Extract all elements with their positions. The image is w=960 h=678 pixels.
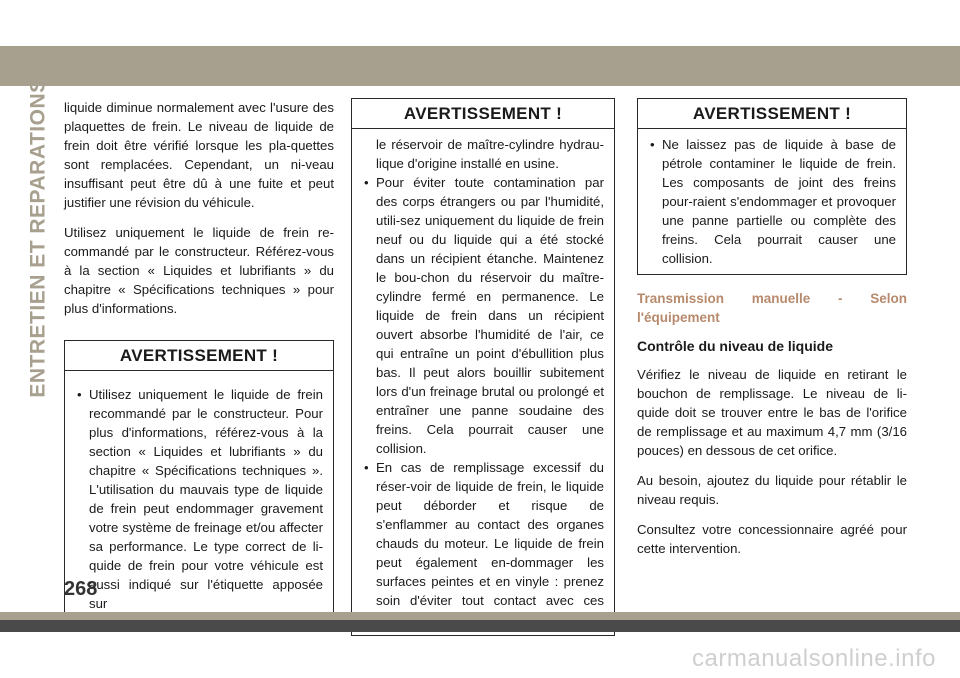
warning-box: [637, 98, 907, 275]
column-1: [64, 98, 334, 620]
warning-body: [638, 129, 906, 274]
paragraph-check-level: Vérifiez le niveau de liquide en retirant le bouchon de remplissage. Le niveau de li-quide doit se trouver entre le bas de l'orifice de remplissage et au maximum 4,7 mm (3/16 pouces) en dessous de cet orifice.: [637, 367, 907, 458]
section-title: Transmission manuelle - Selon l'équipement: [637, 291, 907, 325]
paragraph-recommended-fluid: Utilisez uniquement le liquide de frein re-commandé par le constructeur. Référez-vous à la section « Liquides et lubrifiants » du chapitre « Spécifications techniques » pour plus d'informations.: [64, 225, 334, 316]
paragraph-brake-wear: liquide diminue normalement avec l'usure des plaquettes de frein. Le niveau de liquide de frein doit être vérifié lorsque les pla-quettes sont remplacées. Cependant, un ni-veau insuffisant peut être dû à une fuite et peut justifier une révision du véhicule.: [64, 100, 334, 210]
side-title: [26, 78, 52, 398]
warning-body: [352, 129, 614, 635]
page-number: 268: [64, 578, 98, 600]
header-bar: [0, 46, 960, 86]
warning-title: AVERTISSEMENT !: [65, 341, 333, 371]
column-3: [637, 98, 907, 569]
footer-bar-light: [0, 612, 960, 620]
side-title-text: ENTRETIEN ET REPARATIONS: [27, 78, 50, 398]
warning-body: [65, 371, 333, 619]
warning-title: AVERTISSEMENT !: [352, 99, 614, 129]
subsection-title: Contrôle du niveau de liquide: [637, 338, 834, 354]
warning-box: [64, 340, 334, 620]
warning-continuation: le réservoir de maître-cylindre hydrau-lique d'origine installé en usine.: [376, 137, 604, 171]
warning-bullet: • Utilisez uniquement le liquide de frein recommandé par le constructeur. Pour plus d'informations, référez-vous à la section « Liquides et lubrifiants » du chapitre « Spécifications techniques ». L'utilisation du mauvais type de liquide de frein peut endommager gravement votre système de freinage et/ou affecter sa performance. Le type correct de li-quide de frein pour votre véhicule est aussi indiqué sur l'étiquette apposée sur: [77, 385, 323, 613]
warning-bullet: • Pour éviter toute contamination par des corps étrangers ou par l'humidité, utili-sez uniquement du liquide de frein neuf ou du liquide qui a été stocké dans un récipient étanche. Maintenez le bou-chon du réservoir du maître-cylindre fermé en permanence. Le liquide de frein dans un récipient ouvert absorbe l'humidité de l'air, ce qui entraîne un point d'ébullition plus bas. Il peut alors bouillir subitement lors d'un freinage brutal ou prolongé et entraîner une panne soudaine des freins. Cela pourrait causer une collision.: [364, 173, 604, 458]
watermark: carmanualsonline.info: [692, 645, 936, 672]
warning-box: [351, 98, 615, 636]
warning-bullet: • En cas de remplissage excessif du réser-voir de liquide de frein, le liquide peut déborder et risque de s'enflammer au contact des organes chauds du moteur. Le liquide de frein peut également en-dommager les surfaces peintes et en vinyle : prenez soin d'éviter tout contact avec ces: [364, 458, 604, 629]
top-margin: [0, 0, 960, 46]
paragraph-dealer: Consultez votre concessionnaire agréé pour cette intervention.: [637, 522, 907, 556]
footer-bar-dark: [0, 620, 960, 632]
paragraph-add-fluid: Au besoin, ajoutez du liquide pour rétablir le niveau requis.: [637, 473, 907, 507]
column-2: [351, 98, 615, 636]
warning-bullet: • Ne laissez pas de liquide à base de pétrole contaminer le liquide de frein. Les composants de joint des freins pour-raient s'endommager et provoquer une panne partielle ou complète des freins. Cela pourrait causer une collision.: [650, 135, 896, 268]
warning-title: AVERTISSEMENT !: [638, 99, 906, 129]
